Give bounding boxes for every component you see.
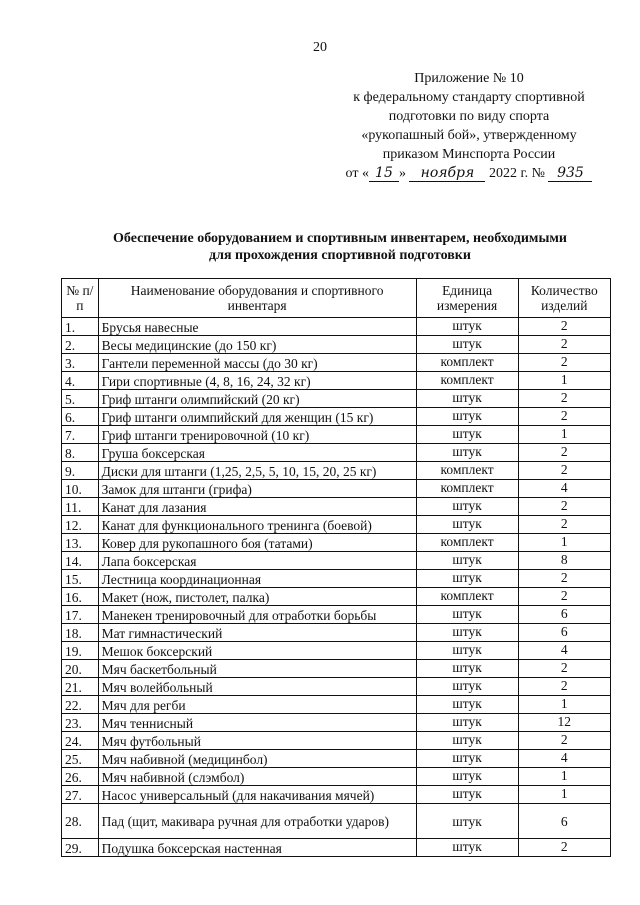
table-row (62, 336, 611, 354)
row-name: Гири спортивные (4, 8, 16, 24, 32 кг) (98, 372, 416, 390)
row-name: Весы медицинские (до 150 кг) (98, 336, 416, 354)
row-qty: 2 (518, 516, 610, 534)
table-row (62, 588, 611, 606)
row-unit: штук (416, 552, 518, 570)
row-unit: штук (416, 516, 518, 534)
row-unit: штук (416, 642, 518, 660)
table-header-row (62, 279, 611, 318)
row-num: 28. (62, 804, 99, 839)
table-row (62, 372, 611, 390)
row-num: 17. (62, 606, 99, 624)
date-prefix: от « (345, 166, 369, 181)
table-row (62, 462, 611, 480)
row-name: Диски для штанги (1,25, 2,5, 5, 10, 15, 20, 25 кг) (98, 462, 416, 480)
row-num: 26. (62, 768, 99, 786)
row-name: Мат гимнастический (98, 624, 416, 642)
row-name: Насос универсальный (для накачивания мячей) (98, 786, 416, 804)
row-unit: комплект (416, 354, 518, 372)
row-unit: штук (416, 390, 518, 408)
handwritten-order-number: 935 (548, 165, 592, 182)
table-row (62, 318, 611, 336)
row-qty: 4 (518, 480, 610, 498)
row-name: Канат для функционального тренинга (боевой) (98, 516, 416, 534)
table-row (62, 534, 611, 552)
row-qty: 1 (518, 786, 610, 804)
row-unit: штук (416, 606, 518, 624)
row-num: 12. (62, 516, 99, 534)
table-row (62, 678, 611, 696)
row-qty: 4 (518, 642, 610, 660)
equipment-table (61, 278, 611, 857)
row-unit: штук (416, 768, 518, 786)
row-unit: штук (416, 444, 518, 462)
row-unit: штук (416, 732, 518, 750)
row-num: 20. (62, 660, 99, 678)
row-name: Брусья навесные (98, 318, 416, 336)
row-unit: штук (416, 660, 518, 678)
header-name: Наименование оборудования и спортивного инвентаря (98, 279, 416, 318)
appendix-line-3: подготовки по виду спорта (388, 109, 550, 124)
date-quote-close: » (398, 166, 406, 181)
page-number: 20 (313, 40, 327, 55)
handwritten-month: ноября (409, 165, 485, 182)
table-row (62, 839, 611, 857)
row-num: 15. (62, 570, 99, 588)
row-unit: штук (416, 318, 518, 336)
table-row (62, 804, 611, 839)
table-row (62, 570, 611, 588)
table-row (62, 354, 611, 372)
row-num: 19. (62, 642, 99, 660)
table-row (62, 786, 611, 804)
row-qty: 2 (518, 318, 610, 336)
row-qty: 6 (518, 804, 610, 839)
row-unit: штук (416, 570, 518, 588)
table-row (62, 714, 611, 732)
date-year: 2022 г. № (488, 166, 545, 181)
row-unit: комплект (416, 372, 518, 390)
row-unit: комплект (416, 534, 518, 552)
table-row (62, 444, 611, 462)
table-row (62, 408, 611, 426)
row-num: 1. (62, 318, 99, 336)
row-qty: 4 (518, 750, 610, 768)
row-num: 23. (62, 714, 99, 732)
row-qty: 2 (518, 732, 610, 750)
title-line-2: для прохождения спортивной подготовки (209, 248, 471, 263)
row-num: 16. (62, 588, 99, 606)
table-row (62, 426, 611, 444)
row-unit: штук (416, 498, 518, 516)
row-name: Макет (нож, пистолет, палка) (98, 588, 416, 606)
row-qty: 2 (518, 444, 610, 462)
table-row (62, 768, 611, 786)
row-qty: 1 (518, 696, 610, 714)
row-num: 18. (62, 624, 99, 642)
row-unit: комплект (416, 480, 518, 498)
row-num: 27. (62, 786, 99, 804)
row-qty: 2 (518, 354, 610, 372)
row-qty: 8 (518, 552, 610, 570)
row-name: Мяч футбольный (98, 732, 416, 750)
row-num: 24. (62, 732, 99, 750)
row-num: 6. (62, 408, 99, 426)
row-name: Подушка боксерская настенная (98, 839, 416, 857)
table-row (62, 498, 611, 516)
row-qty: 2 (518, 570, 610, 588)
row-name: Канат для лазания (98, 498, 416, 516)
row-unit: штук (416, 408, 518, 426)
row-num: 4. (62, 372, 99, 390)
row-unit: штук (416, 336, 518, 354)
row-qty: 6 (518, 624, 610, 642)
table-row (62, 732, 611, 750)
row-qty: 2 (518, 498, 610, 516)
table-row (62, 390, 611, 408)
table-row (62, 750, 611, 768)
row-num: 10. (62, 480, 99, 498)
row-qty: 2 (518, 336, 610, 354)
row-unit: штук (416, 426, 518, 444)
row-qty: 2 (518, 839, 610, 857)
table-row (62, 660, 611, 678)
row-qty: 2 (518, 660, 610, 678)
row-qty: 1 (518, 426, 610, 444)
row-name: Манекен тренировочный для отработки борьбы (98, 606, 416, 624)
appendix-line-2: к федеральному стандарту спортивной (353, 90, 585, 105)
handwritten-day: 15 (369, 165, 399, 182)
table-row (62, 642, 611, 660)
table-row (62, 552, 611, 570)
appendix-line-1: Приложение № 10 (414, 71, 524, 86)
row-name: Мяч набивной (медицинбол) (98, 750, 416, 768)
row-num: 2. (62, 336, 99, 354)
row-name: Лестница координационная (98, 570, 416, 588)
order-date-line (330, 164, 608, 183)
row-qty: 1 (518, 534, 610, 552)
table-row (62, 624, 611, 642)
row-num: 14. (62, 552, 99, 570)
row-num: 29. (62, 839, 99, 857)
appendix-line-5: приказом Минспорта России (382, 147, 556, 162)
row-num: 11. (62, 498, 99, 516)
row-name: Груша боксерская (98, 444, 416, 462)
row-qty: 2 (518, 390, 610, 408)
row-qty: 2 (518, 462, 610, 480)
row-num: 21. (62, 678, 99, 696)
header-unit: Единица измерения (416, 279, 518, 318)
row-name: Мешок боксерский (98, 642, 416, 660)
row-num: 25. (62, 750, 99, 768)
row-unit: комплект (416, 462, 518, 480)
table-row (62, 480, 611, 498)
row-qty: 1 (518, 372, 610, 390)
row-qty: 6 (518, 606, 610, 624)
document-title (60, 230, 620, 264)
row-num: 5. (62, 390, 99, 408)
row-name: Пад (щит, макивара ручная для отработки ударов) (98, 804, 416, 839)
row-unit: комплект (416, 588, 518, 606)
row-name: Мяч баскетбольный (98, 660, 416, 678)
row-num: 8. (62, 444, 99, 462)
table-row (62, 696, 611, 714)
appendix-line-4: «рукопашный бой», утвержденному (361, 128, 577, 143)
row-name: Мяч теннисный (98, 714, 416, 732)
row-name: Гриф штанги олимпийский для женщин (15 кг) (98, 408, 416, 426)
row-qty: 2 (518, 678, 610, 696)
row-qty: 12 (518, 714, 610, 732)
row-name: Замок для штанги (грифа) (98, 480, 416, 498)
row-name: Мяч набивной (слэмбол) (98, 768, 416, 786)
row-qty: 2 (518, 408, 610, 426)
row-name: Ковер для рукопашного боя (татами) (98, 534, 416, 552)
row-unit: штук (416, 678, 518, 696)
appendix-header (330, 69, 608, 183)
header-num: № п/п (62, 279, 99, 318)
title-line-1: Обеспечение оборудованием и спортивным инвентарем, необходимыми (113, 231, 567, 246)
table-row (62, 606, 611, 624)
row-num: 13. (62, 534, 99, 552)
row-qty: 1 (518, 768, 610, 786)
table-row (62, 516, 611, 534)
row-num: 9. (62, 462, 99, 480)
row-name: Гантели переменной массы (до 30 кг) (98, 354, 416, 372)
row-unit: штук (416, 839, 518, 857)
row-unit: штук (416, 786, 518, 804)
row-unit: штук (416, 714, 518, 732)
row-unit: штук (416, 750, 518, 768)
row-num: 3. (62, 354, 99, 372)
row-num: 22. (62, 696, 99, 714)
row-num: 7. (62, 426, 99, 444)
header-qty: Количество изделий (518, 279, 610, 318)
row-unit: штук (416, 804, 518, 839)
row-name: Мяч для регби (98, 696, 416, 714)
row-name: Гриф штанги олимпийский (20 кг) (98, 390, 416, 408)
row-name: Гриф штанги тренировочной (10 кг) (98, 426, 416, 444)
row-unit: штук (416, 624, 518, 642)
row-unit: штук (416, 696, 518, 714)
row-name: Лапа боксерская (98, 552, 416, 570)
row-name: Мяч волейбольный (98, 678, 416, 696)
row-qty: 2 (518, 588, 610, 606)
